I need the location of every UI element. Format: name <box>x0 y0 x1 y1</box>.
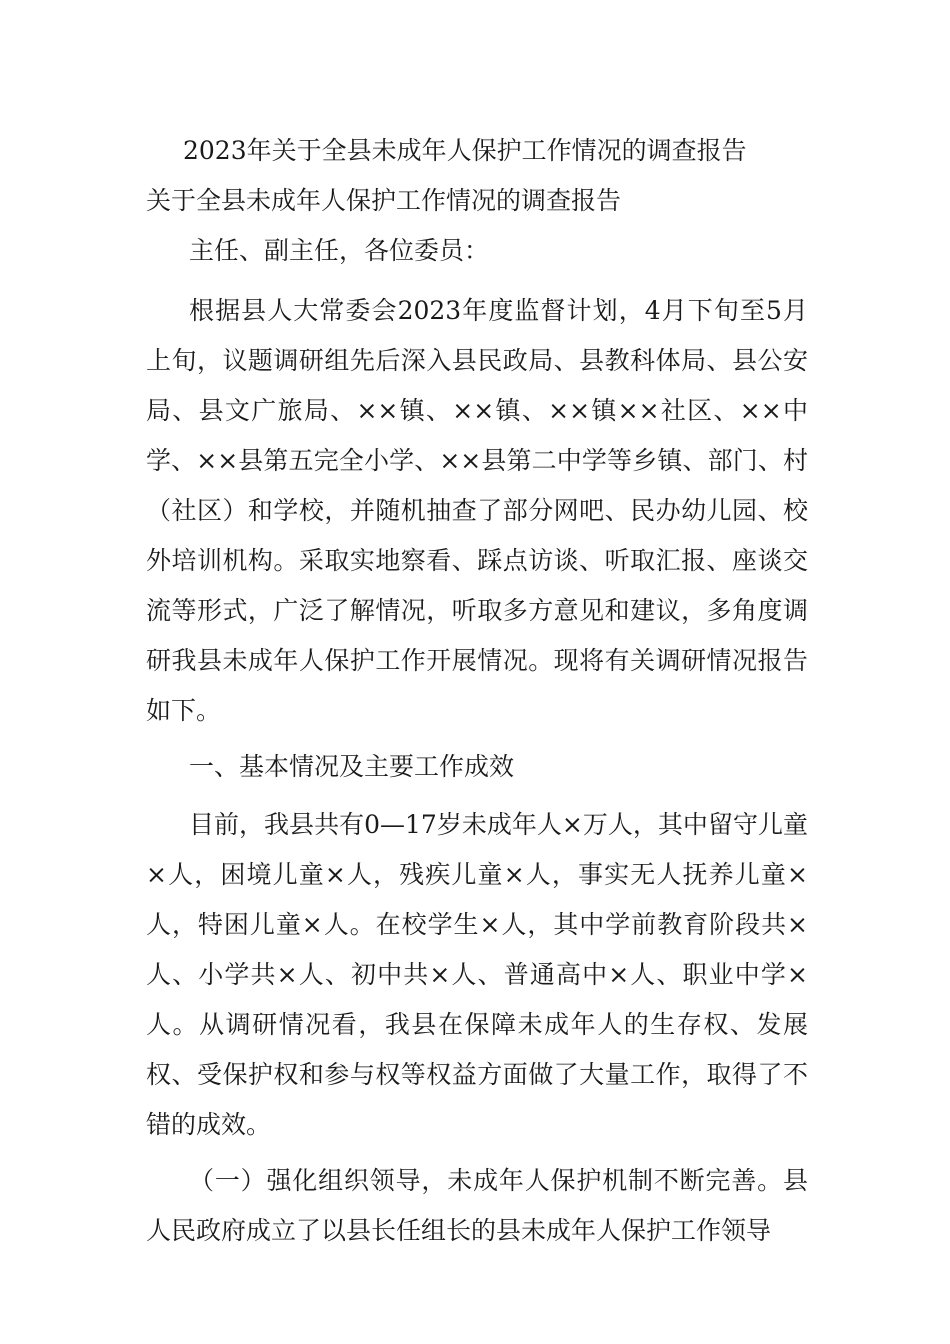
document-subtitle: 关于全县未成年人保护工作情况的调查报告 <box>146 186 622 215</box>
paragraph-leadership: （一）强化组织领导，未成年人保护机制不断完善。县人民政府成立了以县长任组长的县未成年人保护工作领导 <box>146 1166 808 1245</box>
section-heading-1: 一、基本情况及主要工作成效 <box>189 752 515 781</box>
salutation: 主任、副主任，各位委员： <box>189 236 490 265</box>
paragraph-intro: 根据县人大常委会2023年度监督计划，4月下旬至5月上旬，议题调研组先后深入县民政局、县教科体局、县公安局、县文广旅局、××镇、××镇、××镇××社区、××中学、××县第五完全小学、××县第二中学等乡镇、部门、村（社区）和学校，并随机抽查了部分网吧、民办幼儿园、校外培训机构。采取实地察看、踩点访谈、听取汇报、座谈交流等形式，广泛了解情况，听取多方意见和建议，多角度调研我县未成年人保护工作开展情况。现将有关调研情况报告如下。 <box>146 296 808 725</box>
document-title: 2023年关于全县未成年人保护工作情况的调查报告 <box>183 136 747 165</box>
document-body <box>146 126 808 1256</box>
paragraph-basic-situation: 目前，我县共有0—17岁未成年人×万人，其中留守儿童×人，困境儿童×人，残疾儿童×人，事实无人抚养儿童×人，特困儿童×人。在校学生×人，其中学前教育阶段共×人、小学共×人、初中共×人、普通高中×人、职业中学×人。从调研情况看，我县在保障未成年人的生存权、发展权、受保护权和参与权等权益方面做了大量工作，取得了不错的成效。 <box>146 810 808 1139</box>
